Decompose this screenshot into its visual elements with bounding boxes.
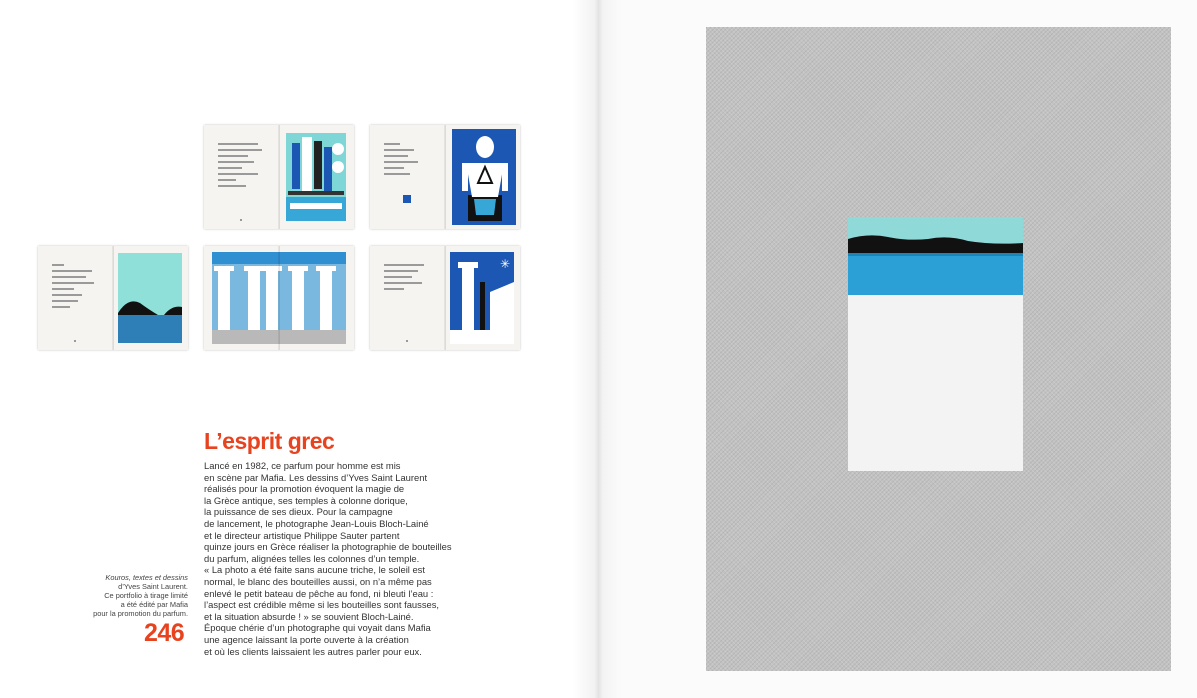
article-body-line: et le directeur artistique Philippe Sauter partent xyxy=(204,529,400,541)
portfolio-thumbnail-5 xyxy=(370,246,520,350)
image-caption xyxy=(38,573,188,618)
caption-line: d’Yves Saint Laurent. xyxy=(118,582,188,591)
caption-line: Kouros, textes et dessins xyxy=(105,573,188,582)
seascape-illustration xyxy=(118,253,182,343)
article-body-line: la puissance de ses dieux. Pour la campagne xyxy=(204,506,393,518)
kouros-statue-illustration xyxy=(452,129,516,225)
thumbnail-text-block xyxy=(384,143,430,179)
thumbnail-text-block xyxy=(52,264,98,312)
book-gutter-shadow xyxy=(572,0,622,698)
svg-text:✳: ✳ xyxy=(500,257,511,271)
portfolio-thumbnail-4 xyxy=(204,246,354,350)
article-body-line: la Grèce antique, ses temples à colonne dorique, xyxy=(204,494,408,506)
gray-textured-panel xyxy=(706,27,1171,671)
thumbnail-text-block xyxy=(218,143,264,191)
column-and-star-illustration xyxy=(450,252,514,344)
left-page xyxy=(0,0,598,698)
page-number: 246 xyxy=(144,619,185,647)
article-body-line: l’aspect est crédible même si les bouteilles sont fausses, xyxy=(204,599,440,611)
portfolio-thumbnail-1 xyxy=(204,125,354,229)
portfolio-thumbnail-3 xyxy=(38,246,188,350)
article-body-line: Lancé en 1982, ce parfum pour homme est mis xyxy=(204,460,401,471)
caption-line: pour la promotion du parfum. xyxy=(93,609,188,618)
article-body-line: enlevé le petit bateau de pêche au fond, ni bleuti l’eau : xyxy=(204,587,434,599)
sea-horizon-artwork xyxy=(848,217,1023,471)
article-title: L’esprit grec xyxy=(204,428,335,454)
article-body-line: de lancement, le photographe Jean-Louis Bloch-Lainé xyxy=(204,517,429,529)
article-body-line: et où les clients laissaient les autres parler pour eux. xyxy=(204,645,422,657)
portfolio-thumbnail-2 xyxy=(370,125,520,229)
article-body-line: quinze jours en Grèce réaliser la photographie de bouteilles xyxy=(204,541,452,553)
article-body-line: Époque chérie d’un photographe qui voyait dans Mafia xyxy=(204,622,431,634)
kouros-collage-illustration xyxy=(286,133,346,221)
article-body xyxy=(204,460,534,657)
caption-line: a été édité par Mafia xyxy=(120,600,188,609)
caption-line: Ce portfolio à tirage limité xyxy=(104,591,188,600)
thumbnail-text-block xyxy=(384,264,430,294)
article-body-line: une agence laissant la porte ouverte à la création xyxy=(204,633,409,645)
article-body-line: du parfum, alignées telles les colonnes d’un temple. xyxy=(204,552,420,564)
article-body-line: « La photo a été faite sans aucune triche, le soleil est xyxy=(204,564,425,576)
article-body-line: normal, le blanc des bouteilles aussi, on n’a même pas xyxy=(204,575,432,587)
article-body-line: et la situation absurde ! » se souvient Bloch-Lainé. xyxy=(204,610,414,622)
article-body-line: en scène par Mafia. Les dessins d’Yves Saint Laurent xyxy=(204,471,428,483)
right-page xyxy=(598,0,1197,698)
article-body-line: réalisés pour la promotion évoquent la magie de xyxy=(204,483,405,495)
